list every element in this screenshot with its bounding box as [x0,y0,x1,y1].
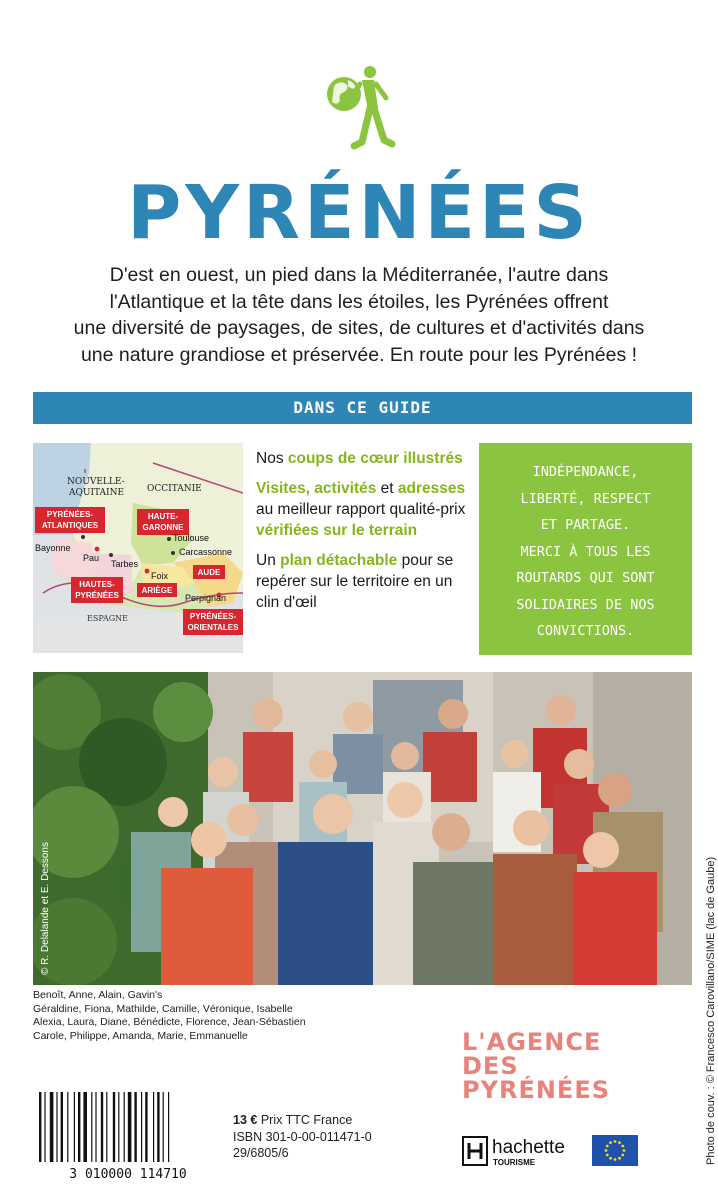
values-box [479,443,692,655]
barcode-digits: 3 010000 114710 [69,1167,187,1180]
values-line: SOLIDAIRES DE NOS [516,596,655,613]
map-label-pyrenees-atl-2: ATLANTIQUES [41,521,99,530]
map-label-hautes-pyrenees-2: PYRÉNÉES [75,591,119,600]
map-label-haute-garonne-1: HAUTE- [147,512,179,521]
map-city-foix: Foix [151,571,169,581]
routard-logo-icon [322,62,396,152]
isbn: ISBN 301-0-00-011471-0 [233,1129,372,1144]
feature-item: Un plan détachable pour se repérer sur le territoire en un clin d'œil [256,552,454,611]
values-line: LIBERTÉ, RESPECT [520,490,651,507]
map-label-hautes-pyrenees-1: HAUTES- [79,580,115,589]
feature-item: Nos coups de cœur illustrés [256,450,463,467]
barcode [33,1090,223,1180]
publisher-sub: TOURISME [493,1158,536,1167]
price: 13 € [233,1113,258,1127]
publisher-name: hachette [492,1137,565,1158]
team-photo [33,672,692,985]
map-city-toulouse: Toulouse [173,533,210,543]
book-title: PYRÉNÉES [127,170,591,256]
names-line: Benoît, Anne, Alain, Gavin's [33,989,163,1001]
price-note: Prix TTC France [257,1113,353,1127]
values-line: INDÉPENDANCE, [532,464,639,480]
map-label-espagne: ESPAGNE [87,614,128,623]
intro-text [36,262,682,368]
intro-line: D'est en ouest, un pied dans la Méditerranée, l'autre dans [109,264,609,286]
feature-item: Visites, activités et adresses au meilleur rapport qualité-prix vérifiées sur le terrain [256,480,466,539]
map-label-pyrenees-atl-1: PYRÉNÉES- [46,510,94,519]
photo-credit: © R. Delalande et E. Dessons [40,842,51,975]
agency-logo [462,1030,610,1102]
names-line: Géraldine, Fiona, Mathilde, Camille, Véronique, Isabelle [33,1002,293,1015]
map-label-ariege: ARIÈGE [141,586,173,595]
values-line: CONVICTIONS. [536,623,635,639]
map-city-pau: Pau [83,553,100,563]
cover-photo-credit: Photo de couv. : © Francesco Carovillano/SIME (lac de Gaube) [705,856,717,1165]
intro-line: une nature grandiose et préservée. En route pour les Pyrénées ! [80,343,638,366]
price-line [233,1112,372,1129]
agency-line: L'AGENCE [462,1028,602,1056]
map-label-occitanie: OCCITANIE [147,484,202,494]
map-label-nouvelle: NOUVELLE- [67,477,125,487]
map-city-carcassonne: Carcassonne [179,547,233,557]
agency-line: PYRÉNÉES [462,1076,611,1104]
values-line: MERCI À TOUS LES [520,543,651,560]
hachette-logo [462,1133,582,1169]
map-city-tarbes: Tarbes [111,559,139,569]
guide-features [256,448,466,622]
agency-line: DES [462,1052,519,1080]
intro-line: une diversité de paysages, de sites, de cultures et d'activités dans [73,317,645,339]
values-line: ROUTARDS QUI SONT [516,570,655,586]
map-city-bayonne: Bayonne [35,543,71,553]
map-label-pyrenees-or-1: PYRÉNÉES- [189,612,237,621]
values-line: ET PARTAGE. [540,517,631,533]
guide-section-bar: DANS CE GUIDE [33,392,692,424]
region-map [33,443,243,653]
map-city-perpignan: Perpignan [185,593,227,603]
names-line: Alexia, Laura, Diane, Bénédicte, Florence, Jean-Sébastien [33,1016,306,1029]
team-names [33,989,306,1043]
map-label-aquitaine: AQUITAINE [69,488,125,498]
pricing-info [233,1112,372,1162]
product-code: 29/6805/6 [233,1146,289,1160]
intro-line: l'Atlantique et la tête dans les étoiles, les Pyrénées offrent [109,290,609,313]
names-line: Carole, Philippe, Amanda, Marie, Emmanuelle [33,1029,248,1042]
map-label-pyrenees-or-2: ORIENTALES [187,623,239,632]
eu-flag-icon [592,1135,638,1166]
map-label-haute-garonne-2: GARONNE [142,523,184,532]
map-label-aude: AUDE [197,568,221,577]
